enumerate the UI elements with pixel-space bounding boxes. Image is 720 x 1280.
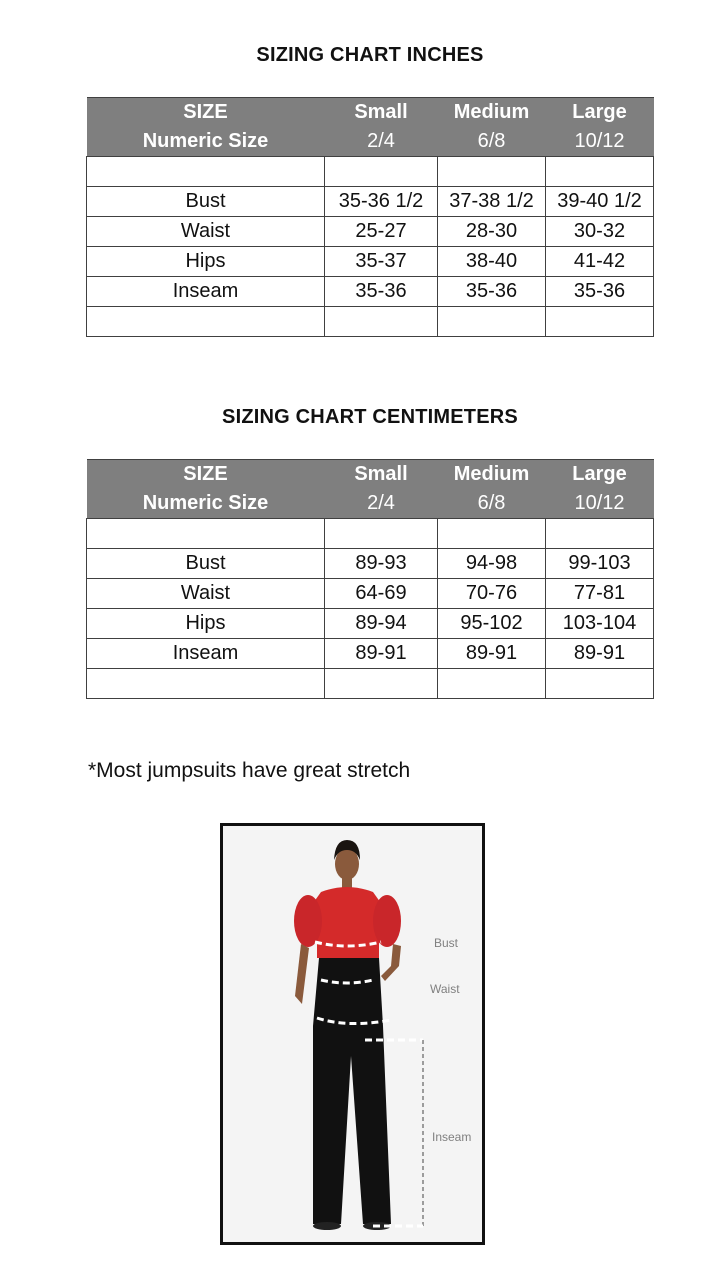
numeric-size-label: Numeric Size [142, 492, 269, 514]
measurement-value-cell [325, 669, 438, 699]
size-name: Small [354, 463, 408, 485]
size-name: Medium [453, 463, 530, 485]
measurement-value-cell [438, 669, 546, 699]
measurement-value-cell: 28-30 [438, 217, 546, 247]
measurement-value-cell: 35-36 [325, 277, 438, 307]
table-row [87, 157, 654, 187]
size-small-header [325, 460, 438, 519]
size-numeric: 10/12 [574, 492, 625, 514]
size-name: Medium [453, 101, 530, 123]
bust-label: Bust [434, 936, 459, 950]
table-row [87, 549, 654, 579]
size-name: Large [572, 463, 627, 485]
measurement-value-cell [438, 307, 546, 337]
measurement-label-cell: Bust [87, 187, 325, 217]
measurement-label-cell: Inseam [87, 277, 325, 307]
centimeters-size-table [86, 459, 654, 699]
model-measurement-photo [220, 823, 485, 1245]
table-row [87, 307, 654, 337]
measurement-label-cell [87, 307, 325, 337]
table-header-row [87, 98, 654, 157]
size-name: Large [572, 101, 627, 123]
numeric-size-label: Numeric Size [142, 130, 269, 152]
table-row [87, 247, 654, 277]
table-row [87, 217, 654, 247]
size-numeric: 2/4 [367, 130, 395, 152]
stretch-note: *Most jumpsuits have great stretch [88, 759, 411, 782]
size-small-header [325, 98, 438, 157]
size-numeric: 6/8 [477, 130, 506, 152]
inseam-label: Inseam [432, 1130, 472, 1144]
model-right-sleeve [373, 895, 401, 947]
measurement-value-cell [325, 307, 438, 337]
inches-size-table [86, 97, 654, 337]
measurement-value-cell [546, 307, 654, 337]
table-row [87, 277, 654, 307]
inches-chart-title: SIZING CHART INCHES [256, 44, 484, 66]
measurement-value-cell: 35-36 1/2 [325, 187, 438, 217]
measurement-value-cell [438, 157, 546, 187]
measurement-label-cell: Hips [87, 609, 325, 639]
table-row [87, 609, 654, 639]
size-numeric: 10/12 [574, 130, 625, 152]
table-row [87, 187, 654, 217]
waist-label: Waist [430, 982, 460, 996]
size-medium-header [438, 98, 546, 157]
table-row [87, 639, 654, 669]
size-name: Small [354, 101, 408, 123]
measurement-value-cell: 35-36 [438, 277, 546, 307]
measurement-label-cell: Bust [87, 549, 325, 579]
size-label: SIZE [183, 101, 228, 123]
size-header-cell [87, 460, 325, 519]
measurement-label-cell: Waist [87, 579, 325, 609]
measurement-value-cell: 99-103 [546, 549, 654, 579]
measurement-value-cell: 38-40 [438, 247, 546, 277]
measurement-value-cell: 64-69 [325, 579, 438, 609]
model-left-shoe [313, 1222, 341, 1230]
model-illustration [223, 826, 482, 1242]
measurement-value-cell: 37-38 1/2 [438, 187, 546, 217]
measurement-value-cell [546, 157, 654, 187]
size-large-header [546, 98, 654, 157]
measurement-value-cell: 89-93 [325, 549, 438, 579]
measurement-label-cell: Waist [87, 217, 325, 247]
size-large-header [546, 460, 654, 519]
measurement-value-cell [438, 519, 546, 549]
measurement-label-cell: Inseam [87, 639, 325, 669]
measurement-value-cell: 89-94 [325, 609, 438, 639]
size-medium-header [438, 460, 546, 519]
size-label: SIZE [183, 463, 228, 485]
measurement-value-cell: 35-36 [546, 277, 654, 307]
measurement-value-cell: 30-32 [546, 217, 654, 247]
measurement-value-cell [325, 157, 438, 187]
measurement-value-cell: 95-102 [438, 609, 546, 639]
measurement-value-cell: 89-91 [325, 639, 438, 669]
table-row [87, 519, 654, 549]
table-row [87, 579, 654, 609]
measurement-label-cell [87, 519, 325, 549]
measurement-label-cell [87, 669, 325, 699]
measurement-value-cell [546, 669, 654, 699]
size-numeric: 6/8 [477, 492, 506, 514]
measurement-value-cell: 89-91 [546, 639, 654, 669]
model-top [311, 887, 383, 944]
measurement-value-cell: 70-76 [438, 579, 546, 609]
measurement-value-cell: 77-81 [546, 579, 654, 609]
size-numeric: 2/4 [367, 492, 395, 514]
measurement-label-cell [87, 157, 325, 187]
size-header-cell [87, 98, 325, 157]
measurement-value-cell: 35-37 [325, 247, 438, 277]
measurement-value-cell: 103-104 [546, 609, 654, 639]
model-left-sleeve [294, 895, 322, 947]
measurement-value-cell: 89-91 [438, 639, 546, 669]
measurement-value-cell: 25-27 [325, 217, 438, 247]
measurement-value-cell: 39-40 1/2 [546, 187, 654, 217]
measurement-label-cell: Hips [87, 247, 325, 277]
table-row [87, 669, 654, 699]
measurement-value-cell: 94-98 [438, 549, 546, 579]
measurement-value-cell [546, 519, 654, 549]
table-header-row [87, 460, 654, 519]
measurement-value-cell [325, 519, 438, 549]
centimeters-chart-title: SIZING CHART CENTIMETERS [222, 406, 518, 428]
measurement-value-cell: 41-42 [546, 247, 654, 277]
